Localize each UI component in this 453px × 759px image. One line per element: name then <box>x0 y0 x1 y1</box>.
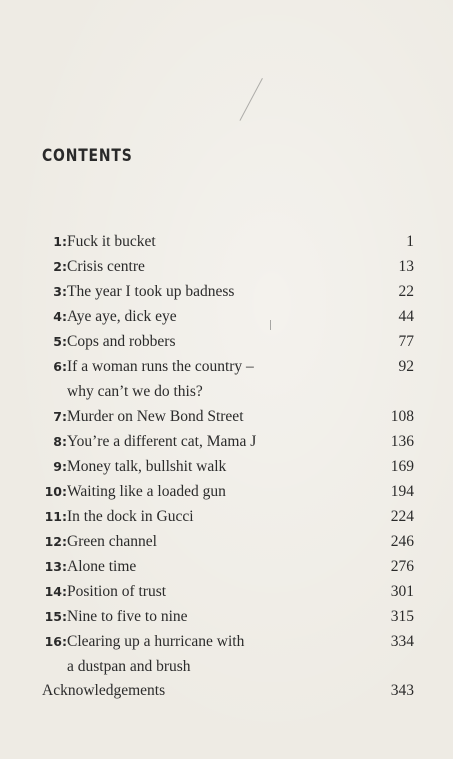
chapter-number: 1: <box>53 234 67 249</box>
chapter-title: Alone time <box>67 558 137 575</box>
chapter-number: 11: <box>44 509 67 524</box>
chapter-title: Fuck it bucket <box>67 233 156 250</box>
chapter-number: 3: <box>53 284 67 299</box>
chapter-page: 334 <box>390 633 414 650</box>
toc-entry-16 <box>42 629 414 679</box>
chapter-number: 9: <box>53 459 67 474</box>
chapter-page: 246 <box>390 533 414 550</box>
toc-entry-7 <box>42 404 414 429</box>
chapter-title: Waiting like a loaded gun <box>67 483 226 500</box>
chapter-title: The year I took up badness <box>67 283 235 300</box>
chapter-number: 10: <box>44 484 67 499</box>
toc-entry-13 <box>42 554 414 579</box>
toc-entry-2 <box>42 254 414 279</box>
chapter-number: 14: <box>44 584 67 599</box>
toc-entry-8 <box>42 429 414 454</box>
chapter-number: 6: <box>53 359 67 374</box>
toc-entry-9 <box>42 454 414 479</box>
toc-entry-5 <box>42 329 414 354</box>
chapter-title-wrap <box>67 254 374 279</box>
chapter-title: Nine to five to nine <box>67 608 188 625</box>
chapter-number: 8: <box>53 434 67 449</box>
chapter-title-wrap <box>67 304 374 329</box>
toc-entry-10 <box>42 479 414 504</box>
table-of-contents <box>42 229 414 679</box>
chapter-number: 7: <box>53 409 67 424</box>
chapter-title: Green channel <box>67 533 157 550</box>
chapter-title-wrap <box>67 529 374 554</box>
toc-entry-14 <box>42 579 414 604</box>
chapter-title: Clearing up a hurricane with <box>67 633 245 650</box>
chapter-title-continued: why can’t we do this? <box>67 383 203 400</box>
chapter-title: Murder on New Bond Street <box>67 408 244 425</box>
chapter-title-wrap <box>67 229 374 254</box>
chapter-page: 315 <box>390 608 414 625</box>
toc-entry-1 <box>42 229 414 254</box>
chapter-title: Aye aye, dick eye <box>67 308 177 325</box>
chapter-title-wrap <box>67 454 374 479</box>
chapter-title-wrap <box>67 329 374 354</box>
chapter-page: 13 <box>398 258 414 275</box>
chapter-page: 77 <box>398 333 414 350</box>
chapter-page: 92 <box>398 358 414 375</box>
chapter-number: 12: <box>44 534 67 549</box>
toc-entry-15 <box>42 604 414 629</box>
chapter-page: 1 <box>406 233 414 250</box>
chapter-number: 13: <box>44 559 67 574</box>
chapter-title-wrap <box>67 404 374 429</box>
chapter-page: 194 <box>390 483 414 500</box>
chapter-title: Crisis centre <box>67 258 145 275</box>
chapter-title-wrap <box>67 604 374 629</box>
chapter-page: 276 <box>390 558 414 575</box>
chapter-title: In the dock in Gucci <box>67 508 194 525</box>
toc-entry-4 <box>42 304 414 329</box>
acknowledgements-label: Acknowledgements <box>42 682 166 699</box>
chapter-title-wrap <box>67 504 374 529</box>
chapter-title: Position of trust <box>67 583 167 600</box>
page-title: CONTENTS <box>42 146 133 166</box>
chapter-page: 301 <box>390 583 414 600</box>
chapter-title-wrap <box>67 629 374 679</box>
chapter-title-wrap <box>67 554 374 579</box>
chapter-title-wrap <box>67 429 374 454</box>
chapter-title-wrap <box>67 354 374 404</box>
toc-entry-3 <box>42 279 414 304</box>
chapter-number: 15: <box>44 609 67 624</box>
pencil-mark <box>239 78 262 121</box>
chapter-title-wrap <box>67 579 374 604</box>
chapter-title: If a woman runs the country – <box>67 358 254 375</box>
toc-entry-11 <box>42 504 414 529</box>
chapter-title-wrap <box>67 279 374 304</box>
chapter-page: 44 <box>398 308 414 325</box>
chapter-page: 136 <box>390 433 414 450</box>
chapter-page: 22 <box>398 283 414 300</box>
chapter-title: Money talk, bullshit walk <box>67 458 227 475</box>
toc-entry-6 <box>42 354 414 404</box>
chapter-page: 224 <box>390 508 414 525</box>
chapter-page: 169 <box>390 458 414 475</box>
chapter-title: You’re a different cat, Mama J <box>67 433 257 450</box>
chapter-title-continued: a dustpan and brush <box>67 658 191 675</box>
chapter-page: 108 <box>390 408 414 425</box>
chapter-title-wrap <box>67 479 374 504</box>
chapter-number: 5: <box>53 334 67 349</box>
toc-entry-12 <box>42 529 414 554</box>
chapter-number: 16: <box>44 634 67 649</box>
chapter-number: 2: <box>53 259 67 274</box>
chapter-title: Cops and robbers <box>67 333 176 350</box>
acknowledgements-page: 343 <box>390 682 414 699</box>
acknowledgements-entry <box>42 678 414 703</box>
chapter-number: 4: <box>53 309 67 324</box>
